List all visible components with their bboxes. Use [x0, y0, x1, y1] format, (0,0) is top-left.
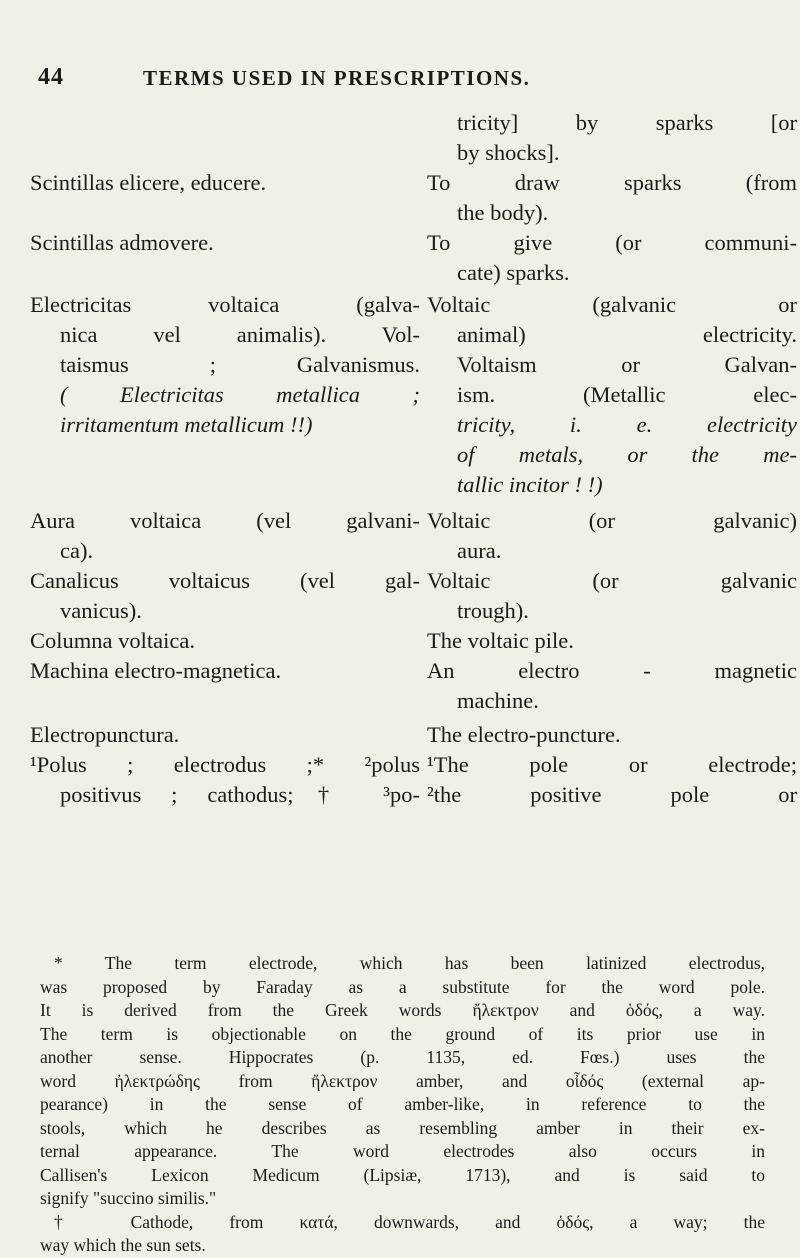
- latin-term: [30, 566, 420, 626]
- text-line: ²the positive pole or: [427, 782, 797, 807]
- text-line: taismus ; Galvanismus.: [60, 352, 420, 377]
- page-number: 44: [38, 64, 64, 90]
- text-line: the body).: [457, 200, 549, 225]
- footnote-line: pearance) in the sense of amber-like, in reference to the: [40, 1094, 765, 1114]
- text-line: trough).: [457, 598, 529, 623]
- text-line: Voltaic (or galvanic: [427, 568, 797, 593]
- footnotes: [40, 952, 765, 1258]
- text-line: Voltaic (or galvanic): [427, 508, 797, 533]
- latin-term: [30, 750, 420, 810]
- latin-term: [30, 168, 420, 198]
- english-term: [427, 720, 797, 750]
- english-term: [427, 750, 797, 810]
- text-line: Columna voltaica.: [30, 628, 195, 653]
- latin-term: [30, 228, 420, 258]
- latin-term: [30, 626, 420, 656]
- running-head: [38, 64, 778, 94]
- text-line: To give (or communi-: [427, 230, 797, 255]
- text-line: by shocks].: [457, 140, 560, 165]
- text-line: machine.: [457, 688, 539, 713]
- text-line: ( Electricitas metallica ;: [60, 382, 420, 407]
- text-line: To draw sparks (from: [427, 170, 797, 195]
- footnote-line: It is derived from the Greek words ἤλεκτρον and ὁδός, a way.: [40, 1000, 765, 1020]
- latin-term: [30, 506, 420, 566]
- english-term: [427, 228, 797, 288]
- text-line: Scintillas admovere.: [30, 230, 214, 255]
- text-line: nica vel animalis). Vol-: [60, 322, 420, 347]
- english-term: [427, 168, 797, 228]
- english-term: [427, 506, 797, 566]
- text-line: Voltaic (galvanic or: [427, 292, 797, 317]
- english-term: [427, 626, 797, 656]
- footnote-line: signify "succino similis.": [40, 1188, 217, 1208]
- english-term: [427, 566, 797, 626]
- english-term: [427, 108, 797, 168]
- text-line: positivus ; cathodus;† ³po-: [60, 782, 420, 807]
- text-line: Electricitas voltaica (galva-: [30, 292, 420, 317]
- latin-term: [30, 290, 420, 440]
- text-line: The voltaic pile.: [427, 628, 574, 653]
- footnote-line: was proposed by Faraday as a substitute for the word pole.: [40, 976, 765, 997]
- text-line: of metals, or the me-: [457, 442, 797, 467]
- latin-term: [30, 656, 420, 686]
- text-line: ca).: [60, 538, 94, 563]
- footnote-line: stools, which he describes as resembling amber in their ex-: [40, 1117, 765, 1138]
- text-line: ¹The pole or electrode;: [427, 752, 797, 777]
- footnote-line: ternal appearance. The word electrodes also occurs in: [40, 1141, 765, 1161]
- footnote-line: word ἠλεκτρώδης from ἤλεκτρον amber, and οἶδός (external ap-: [40, 1070, 765, 1091]
- text-line: tricity] by sparks [or: [457, 110, 797, 135]
- text-line: tricity, i. e. electricity: [457, 412, 797, 437]
- text-line: ¹Polus ; electrodus ;* ²polus: [30, 752, 420, 777]
- latin-term: [30, 720, 420, 750]
- text-line: ism. (Metallic elec-: [457, 382, 797, 407]
- footnote-line: another sense. Hippocrates (p. 1135, ed. Fœs.) uses the: [40, 1047, 765, 1067]
- text-line: aura.: [457, 538, 502, 563]
- footnote-line: † Cathode, from κατά, downwards, and ὁδός, a way; the: [54, 1211, 765, 1232]
- text-line: Electropunctura.: [30, 722, 180, 747]
- text-line: cate) sparks.: [457, 260, 570, 285]
- running-title: TERMS USED IN PRESCRIPTIONS.: [143, 66, 531, 90]
- english-term: [427, 656, 797, 716]
- text-line: Scintillas elicere, educere.: [30, 170, 267, 195]
- text-line: animal) electricity.: [457, 322, 797, 347]
- text-line: The electro-puncture.: [427, 722, 621, 747]
- text-line: An electro - magnetic: [427, 658, 797, 683]
- text-line: vanicus).: [60, 598, 142, 623]
- text-line: Aura voltaica (vel galvani-: [30, 508, 420, 533]
- text-line: irritamentum metallicum !!): [60, 412, 313, 437]
- text-line: Canalicus voltaicus (vel gal-: [30, 568, 420, 593]
- footnote-line: The term is objectionable on the ground of its prior use in: [40, 1023, 765, 1044]
- footnote-line: way which the sun sets.: [40, 1235, 206, 1255]
- text-line: Machina electro-magnetica.: [30, 658, 282, 683]
- footnote-line: Callisen's Lexicon Medicum (Lipsiæ, 1713), and is said to: [40, 1164, 765, 1185]
- footnote-line: * The term electrode, which has been latinized electrodus,: [54, 953, 765, 973]
- text-line: Voltaism or Galvan-: [457, 352, 797, 377]
- text-line: tallic incitor ! !): [457, 472, 603, 497]
- english-term: [427, 290, 797, 500]
